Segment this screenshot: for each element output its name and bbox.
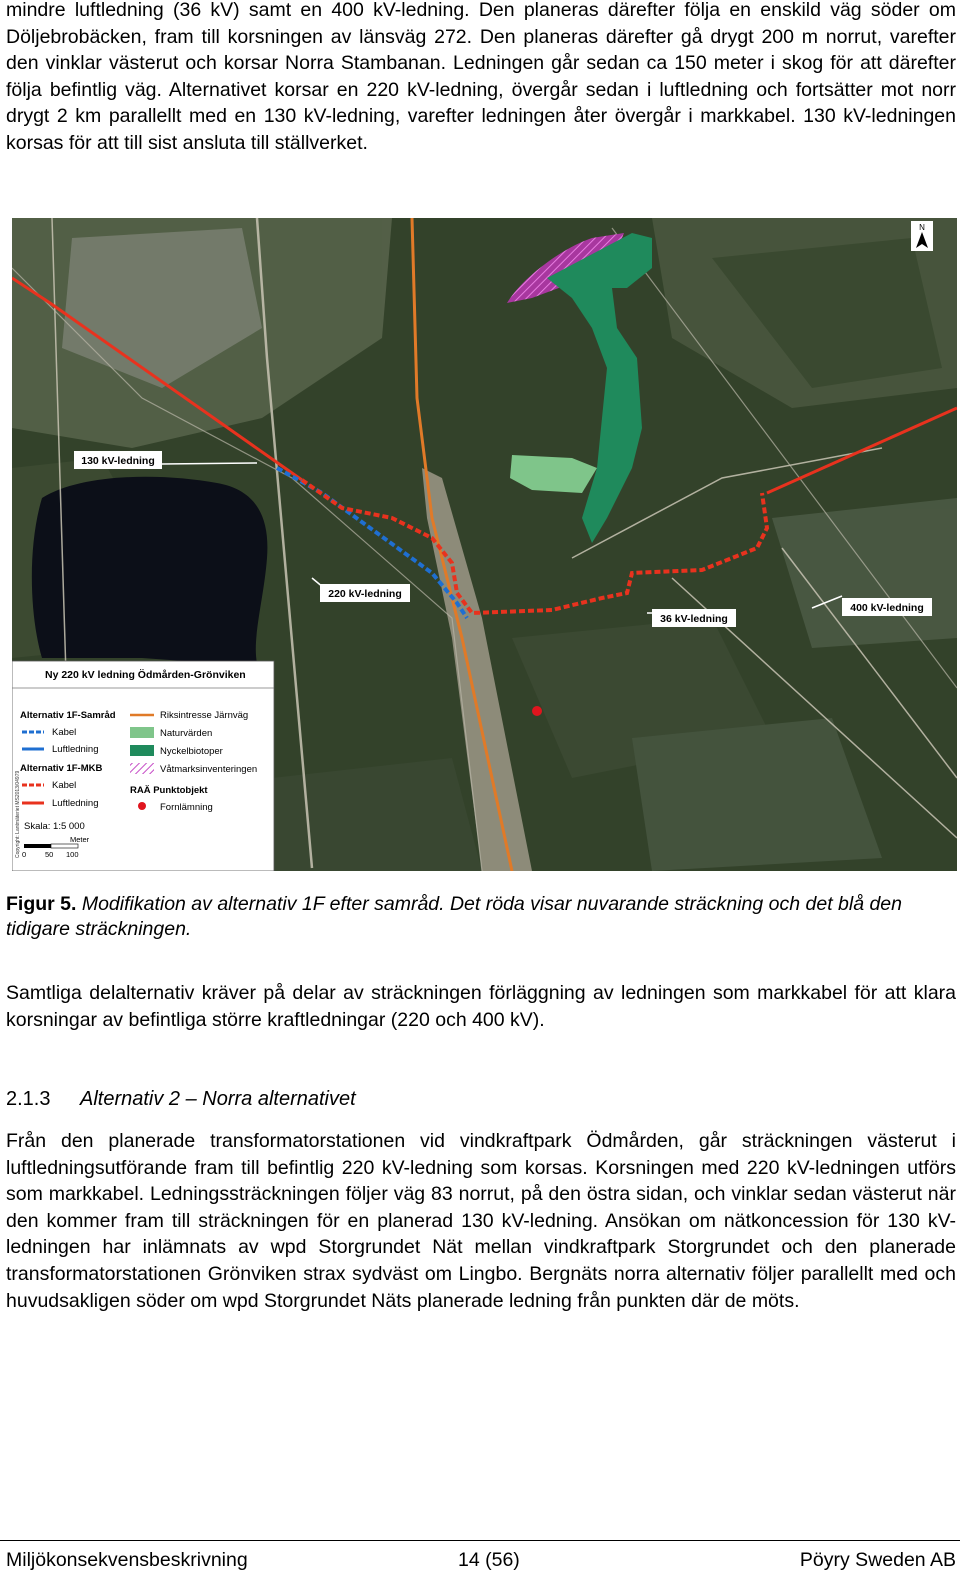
svg-text:Luftledning: Luftledning	[52, 744, 99, 755]
figure-caption	[6, 892, 956, 942]
caption-label: Figur 5.	[6, 893, 77, 915]
svg-text:Riksintresse Järnväg: Riksintresse Järnväg	[160, 710, 249, 721]
paragraph-alternative-2: Från den planerade transformatorstationen vid vindkraftpark Ödmården, går sträckningen västerut i luftledningsutförande fram till befintlig 220 kV-ledning som korsas. Korsningen med 220 kV-ledningen utförs som markkabel. Ledningssträckningen följer väg 83 norrut, på den östra sidan, och vinklar sedan västerut när den kommer fram till sträckningen för en planerad 130 kV-ledning. Ansökan om nätkoncession för 130 kV-ledningen har inlämnats av wpd Storgrundet Nät mellan vindkraftpark Storgrundet och den planerade transformatorstationen Grönviken strax sydväst om Lingbo. Bergnäts norra alternativ följer parallellt med och huvudsakligen söder om wpd Storgrundet Näts planerade ledning från punkten där de möts.	[6, 1130, 956, 1312]
svg-text:Skala: 1:5 000: Skala: 1:5 000	[24, 821, 85, 832]
svg-text:Alternativ 1F-Samråd: Alternativ 1F-Samråd	[20, 710, 116, 721]
svg-text:N: N	[919, 223, 925, 232]
map-legend	[12, 661, 274, 871]
svg-text:Nyckelbiotoper: Nyckelbiotoper	[160, 746, 223, 757]
heritage-site-dot	[532, 706, 542, 716]
north-arrow	[911, 221, 933, 251]
svg-text:Copyright: Lantmäteriet MS2013: Copyright: Lantmäteriet MS2013/04979	[15, 770, 21, 858]
svg-text:Luftledning: Luftledning	[52, 798, 99, 809]
footer-document-title: Miljökonsekvensbeskrivning	[6, 1549, 248, 1571]
svg-text:Meter: Meter	[70, 835, 90, 844]
svg-text:50: 50	[45, 850, 54, 859]
svg-text:100: 100	[66, 850, 79, 859]
section-title: Alternativ 2 – Norra alternativet	[80, 1088, 356, 1110]
section-heading	[6, 1086, 356, 1112]
svg-text:400 kV-ledning: 400 kV-ledning	[850, 602, 924, 614]
footer-rule	[0, 1540, 960, 1541]
svg-text:RAÄ Punktobjekt: RAÄ Punktobjekt	[130, 785, 208, 796]
footer-page-number: 14 (56)	[458, 1549, 520, 1571]
svg-text:Alternativ 1F-MKB: Alternativ 1F-MKB	[20, 763, 103, 774]
lake	[32, 477, 268, 663]
route-map	[12, 218, 957, 871]
svg-text:0: 0	[22, 850, 27, 859]
intro-paragraph: mindre luftledning (36 kV) samt en 400 kV-ledning. Den planeras därefter följa en enskild väg söder om Döljebrobäcken, fram till korsningen av länsväg 272. Den planeras därefter gå drygt 200 m norrut, varefter den vinklar västerut och korsar Norra Stambanan. Ledningen går sedan ca 150 meter i skog för att därefter följa befintlig väg. Alternativet korsar en 220 kV-ledning, övergår sedan i luftledning och fortsätter mot norr drygt 2 km parallellt med en 130 kV-ledning, varefter ledningen åter övergår i markkabel. 130 kV-ledningen korsas för att till sist ansluta till ställverket.	[6, 0, 956, 154]
svg-text:Kabel: Kabel	[52, 727, 77, 738]
svg-text:Kabel: Kabel	[52, 780, 77, 791]
section-number: 2.1.3	[6, 1088, 51, 1110]
svg-text:Våtmarksinventeringen: Våtmarksinventeringen	[160, 764, 258, 775]
svg-text:Naturvärden: Naturvärden	[160, 728, 213, 739]
svg-text:220 kV-ledning: 220 kV-ledning	[328, 588, 402, 600]
svg-text:Fornlämning: Fornlämning	[160, 802, 213, 813]
svg-text:130 kV-ledning: 130 kV-ledning	[81, 455, 155, 467]
route-map-figure	[12, 218, 957, 871]
svg-text:36 kV-ledning: 36 kV-ledning	[660, 613, 728, 625]
footer-company: Pöyry Sweden AB	[799, 1549, 956, 1571]
svg-text:Ny 220 kV ledning Ödmården-Grö: Ny 220 kV ledning Ödmården-Grönviken	[45, 669, 246, 681]
paragraph-cable-requirement: Samtliga delalternativ kräver på delar av sträckningen förläggning av ledningen som markkabel för att klara korsningar av befintliga större kraftledningar (220 och 400 kV).	[6, 982, 956, 1031]
label-36kv	[647, 609, 736, 627]
caption-text: Modifikation av alternativ 1F efter samråd. Det röda visar nuvarande sträckning och det blå den tidigare sträckningen.	[6, 893, 903, 940]
